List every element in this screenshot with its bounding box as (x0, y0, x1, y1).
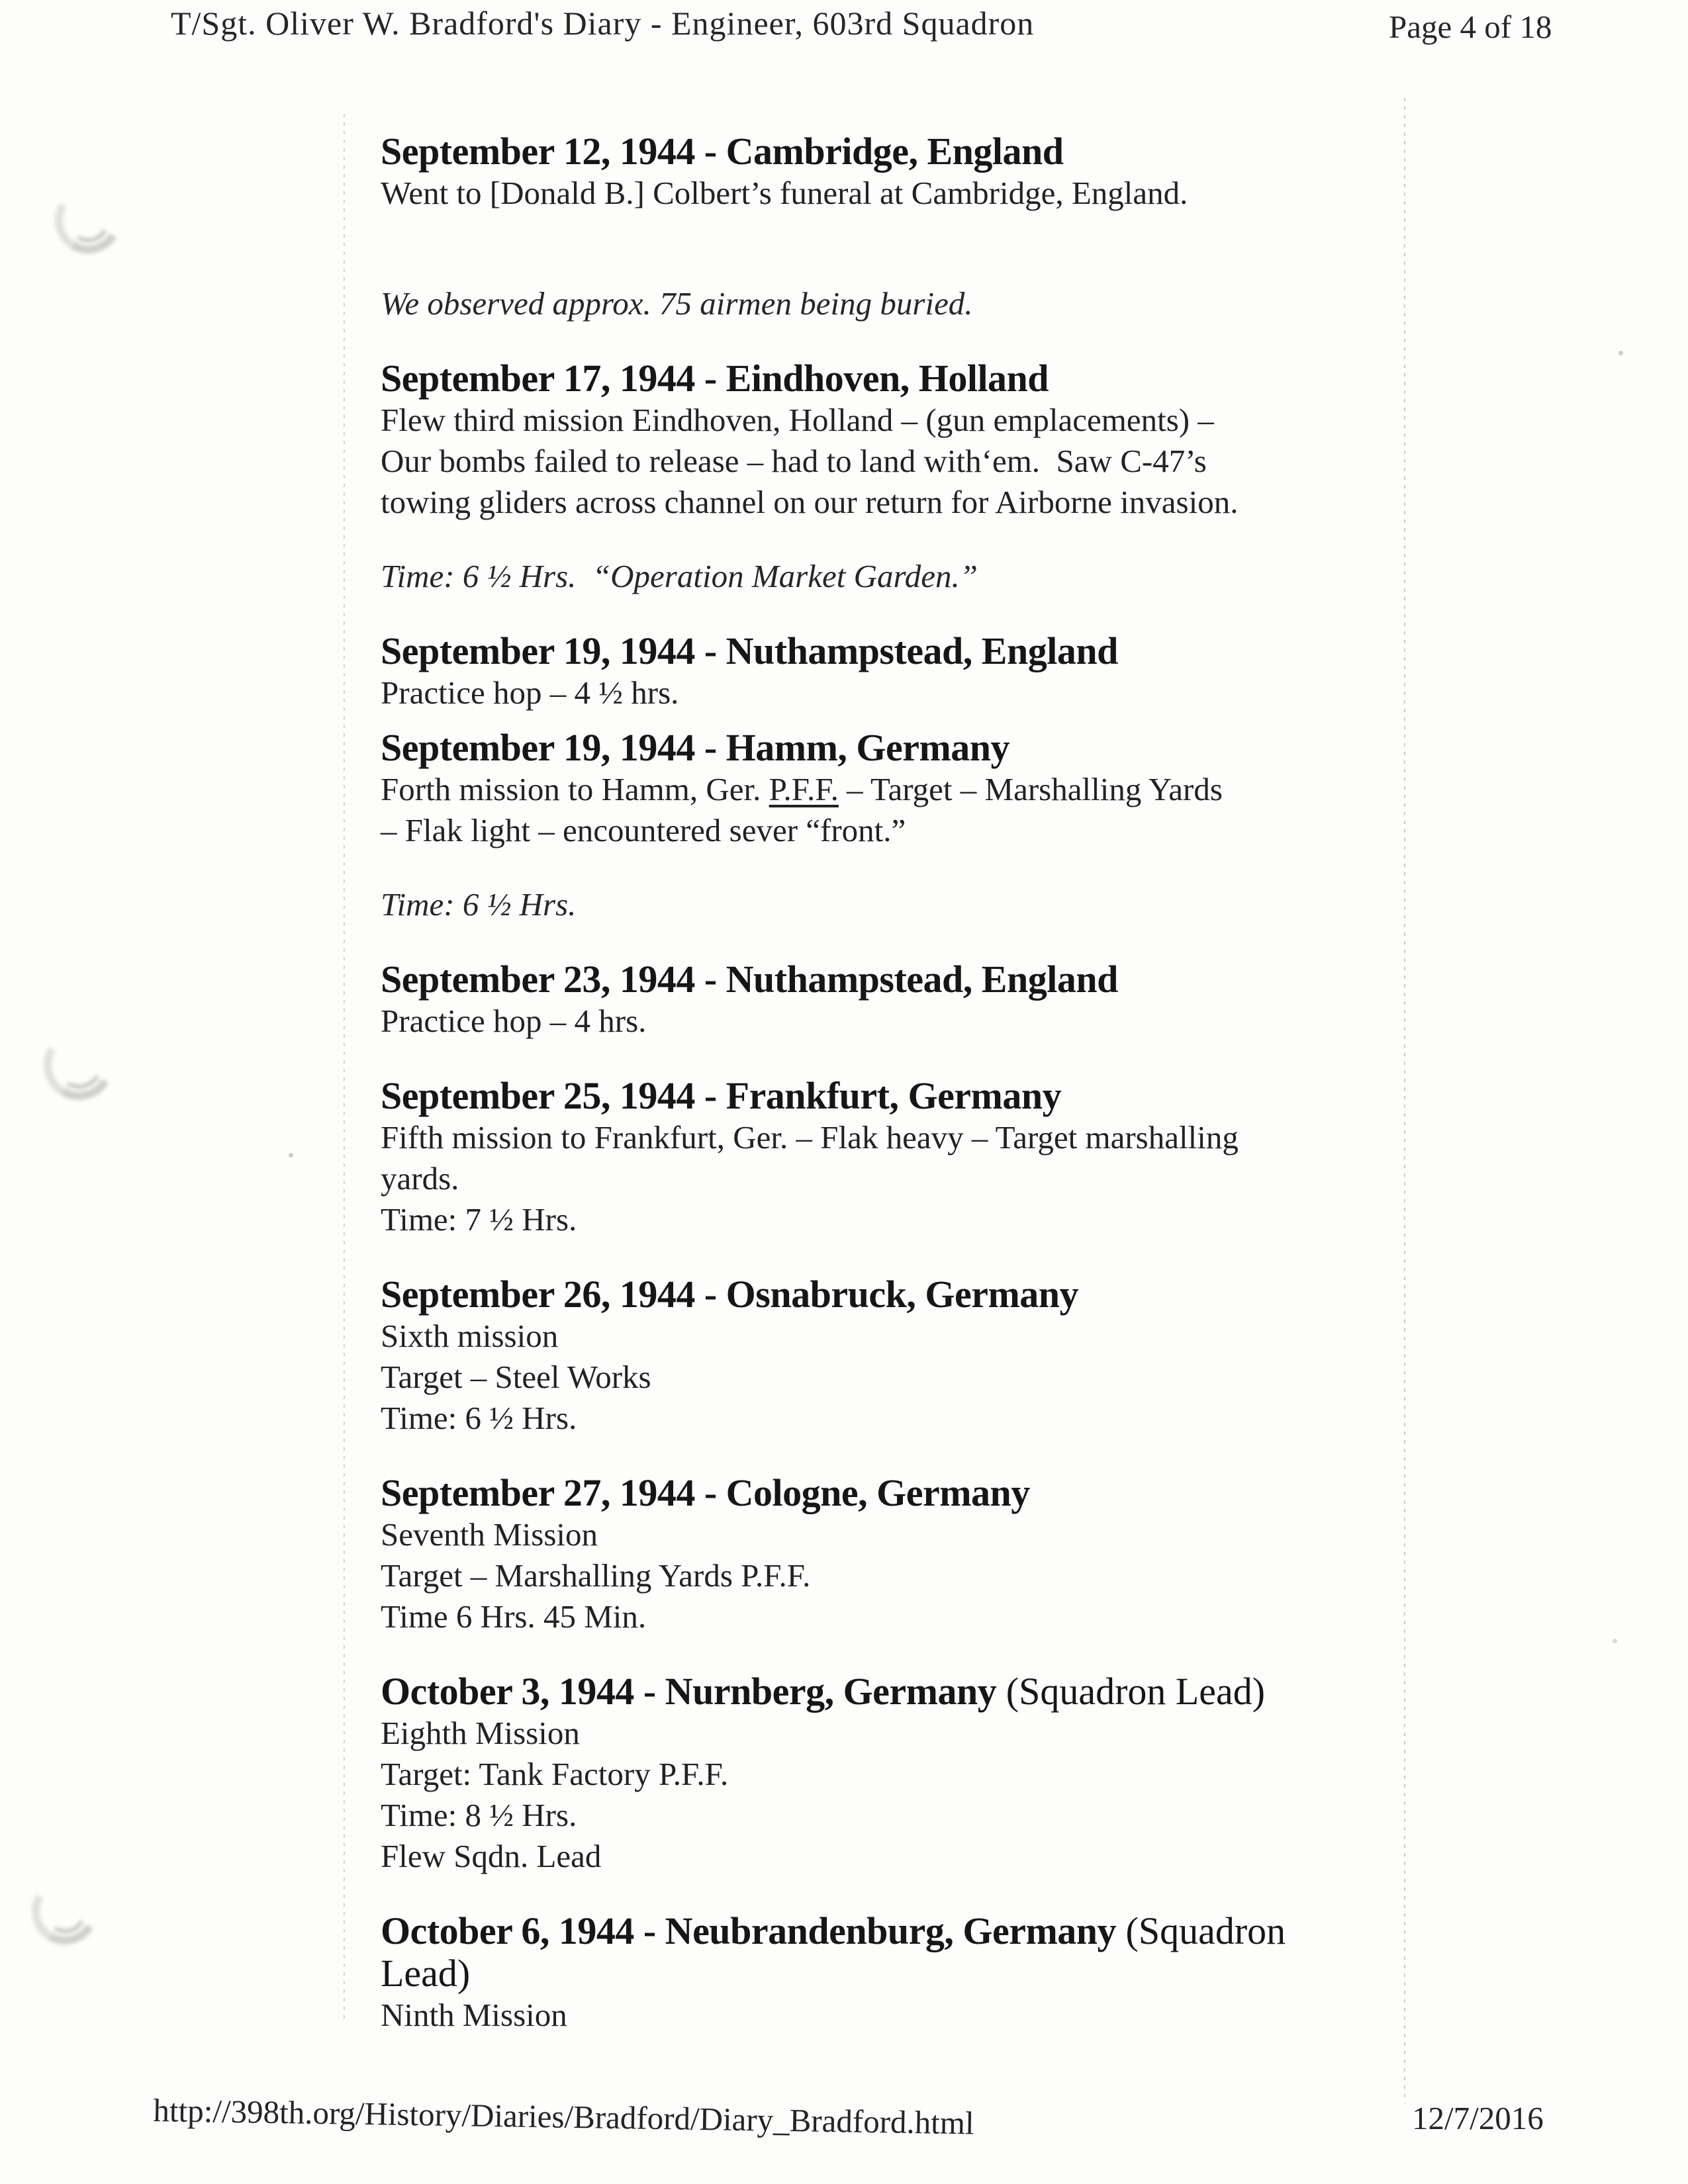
entry-note (381, 884, 1413, 925)
entry-text (381, 1514, 1413, 1555)
entry-text (381, 1398, 1413, 1439)
text-segment: Practice hop – 4 ½ hrs. (381, 674, 679, 711)
scan-speck (1613, 1639, 1617, 1643)
entry-text (381, 1754, 1413, 1795)
text-segment: Forth mission to Hamm, Ger. (381, 771, 769, 807)
text-segment: Time: 6 ½ Hrs. “Operation Market Garden.” (381, 558, 978, 594)
diary-entry (381, 1910, 1413, 2036)
text-segment: We observed approx. 75 airmen being buried. (381, 285, 973, 322)
text-segment: Sixth mission (381, 1318, 559, 1354)
text-segment: Flew third mission Eindhoven, Holland – (gun emplacements) – (381, 402, 1214, 438)
text-segment: Our bombs failed to release – had to land with‘em. Saw C-47’s (381, 443, 1207, 479)
text-segment: Target – Marshalling Yards P.F.F. (381, 1557, 811, 1594)
entry-heading (381, 130, 1413, 173)
text-segment: towing gliders across channel on our return for Airborne invasion. (381, 484, 1239, 520)
text-segment: Ninth Mission (381, 1997, 567, 2033)
entry-text (381, 1117, 1413, 1158)
text-segment: September 12, 1944 - Cambridge, England (381, 130, 1064, 173)
text-segment: Practice hop – 4 hrs. (381, 1003, 647, 1039)
entry-text (381, 1995, 1413, 2036)
scan-speck (289, 1153, 293, 1158)
entry-note (381, 283, 1413, 324)
diary-entry (381, 357, 1413, 597)
text-segment: September 19, 1944 - Nuthampstead, England (381, 629, 1118, 672)
entry-heading (381, 630, 1413, 672)
entry-heading (381, 1952, 1413, 1995)
diary-entry (381, 1670, 1413, 1877)
footer-source-url: http://398th.org/History/Diaries/Bradford/Diary_Bradford.html (153, 2091, 975, 2142)
entry-heading (381, 1472, 1413, 1514)
entry-heading (381, 727, 1413, 769)
diary-entry (381, 630, 1413, 713)
text-segment: September 25, 1944 - Frankfurt, Germany (381, 1074, 1062, 1117)
entry-text (381, 672, 1413, 713)
entry-heading (381, 1670, 1413, 1713)
entry-text (381, 1199, 1413, 1240)
entry-heading (381, 1910, 1413, 1952)
text-segment: Seventh Mission (381, 1516, 598, 1553)
text-segment: (Squadron (1116, 1909, 1286, 1952)
text-segment: October 3, 1944 - Nurnberg, Germany (381, 1670, 997, 1713)
text-segment: October 6, 1944 - Neubrandenburg, Germany (381, 1909, 1117, 1952)
hole-punch-shadow (36, 1023, 121, 1107)
text-segment: – Flak light – encountered sever “front.” (381, 812, 906, 848)
diary-entry (381, 727, 1413, 925)
entry-heading (381, 1273, 1413, 1316)
entry-text (381, 1596, 1413, 1637)
entry-text (381, 810, 1413, 851)
text-segment: Target – Steel Works (381, 1359, 651, 1395)
hole-punch-shadow (48, 180, 128, 260)
page-number-indicator: Page 4 of 18 (1389, 9, 1552, 45)
footer-print-date: 12/7/2016 (1412, 2100, 1544, 2136)
diary-entry (381, 130, 1413, 324)
entry-text (381, 1836, 1413, 1877)
text-segment: Flew Sqdn. Lead (381, 1838, 602, 1874)
entry-text (381, 482, 1413, 523)
text-segment: (Squadron Lead) (996, 1670, 1266, 1713)
entry-text (381, 1795, 1413, 1836)
text-segment: September 27, 1944 - Cologne, Germany (381, 1471, 1030, 1514)
entry-text (381, 769, 1413, 810)
text-segment: September 26, 1944 - Osnabruck, Germany (381, 1273, 1079, 1316)
entry-text (381, 400, 1413, 441)
entry-text (381, 173, 1413, 214)
diary-entry (381, 1273, 1413, 1439)
entry-heading (381, 958, 1413, 1001)
text-segment: Time: 7 ½ Hrs. (381, 1201, 577, 1238)
entry-text (381, 441, 1413, 482)
text-segment: Time: 8 ½ Hrs. (381, 1797, 577, 1833)
entry-text (381, 1158, 1413, 1199)
text-segment: Time 6 Hrs. 45 Min. (381, 1598, 647, 1635)
hole-punch-shadow (24, 1871, 105, 1951)
text-segment: September 23, 1944 - Nuthampstead, England (381, 958, 1118, 1001)
text-segment: P.F.F. (769, 771, 839, 807)
entry-note (381, 556, 1413, 597)
entry-text (381, 1316, 1413, 1357)
text-segment: yards. (381, 1160, 459, 1197)
text-segment: September 17, 1944 - Eindhoven, Holland (381, 357, 1049, 400)
entry-heading (381, 1075, 1413, 1117)
text-segment: September 19, 1944 - Hamm, Germany (381, 726, 1010, 769)
entry-text (381, 1713, 1413, 1754)
text-segment: Lead) (381, 1952, 471, 1995)
text-segment: Eighth Mission (381, 1715, 580, 1751)
text-segment: Went to [Donald B.] Colbert’s funeral at Cambridge, England. (381, 175, 1188, 211)
diary-entry (381, 1472, 1413, 1637)
entry-heading (381, 357, 1413, 400)
text-segment: Time: 6 ½ Hrs. (381, 1400, 577, 1436)
text-segment: – Target – Marshalling Yards (838, 771, 1223, 807)
diary-entries (381, 130, 1413, 2036)
text-segment: Fifth mission to Frankfurt, Ger. – Flak heavy – Target marshalling (381, 1119, 1239, 1156)
text-segment: Target: Tank Factory P.F.F. (381, 1756, 729, 1792)
entry-text (381, 1357, 1413, 1398)
entry-text (381, 1555, 1413, 1596)
scan-artifact-line-left (344, 114, 345, 2020)
diary-entry (381, 1075, 1413, 1240)
diary-entry (381, 958, 1413, 1042)
document-header-title: T/Sgt. Oliver W. Bradford's Diary - Engineer, 603rd Squadron (171, 5, 1035, 42)
text-segment: Time: 6 ½ Hrs. (381, 886, 577, 923)
entry-text (381, 1001, 1413, 1042)
scan-speck (1618, 351, 1623, 355)
